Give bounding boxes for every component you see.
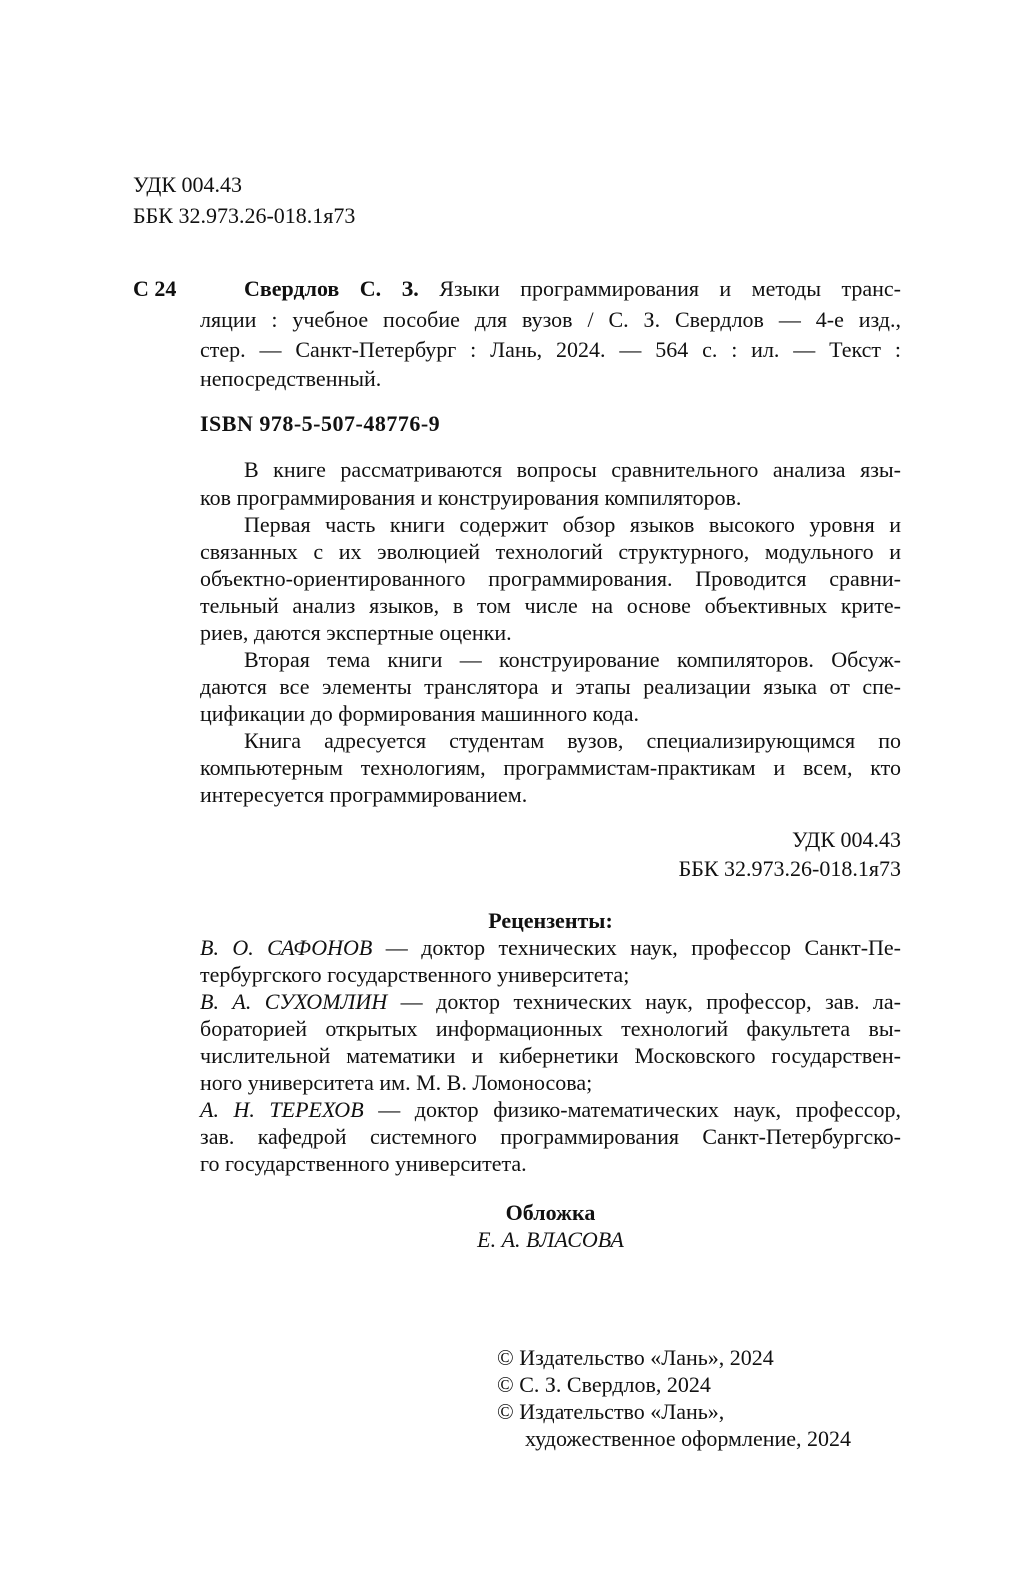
bbk-header: ББК 32.973.26-018.1я73 — [133, 203, 356, 228]
reviewer-name: В. О. САФОНОВ — [200, 935, 373, 960]
abstract-line: риев, даются экспертные оценки. — [200, 620, 512, 645]
catalog-line-3: стер. — Санкт-Петербург : Лань, 2024. — 564 с. : ил. — Текст : — [200, 337, 901, 362]
abstract-line: ков программирования и конструирования компиляторов. — [200, 485, 742, 510]
reviewer-3-line-1: А. Н. ТЕРЕХОВ — доктор физико-математических наук, профессор, — [200, 1097, 901, 1122]
abstract-line: интересуется программированием. — [200, 782, 528, 807]
isbn: ISBN 978-5-507-48776-9 — [200, 411, 441, 436]
reviewer-name: А. Н. ТЕРЕХОВ — [200, 1097, 364, 1122]
abstract-line: Вторая тема книги — конструирование компиляторов. Обсуж- — [244, 647, 901, 672]
copyright-publisher: © Издательство «Лань», 2024 — [497, 1345, 774, 1370]
copyright-design-cont: художественное оформление, 2024 — [525, 1426, 852, 1451]
abstract-line: В книге рассматриваются вопросы сравнительного анализа язы- — [244, 457, 901, 482]
catalog-line-4: непосредственный. — [200, 366, 382, 391]
abstract-line: даются все элементы транслятора и этапы реализации языка от спе- — [200, 674, 901, 699]
catalog-line-1 — [244, 276, 901, 302]
book-title: Языки программирования и методы транс- — [439, 276, 901, 301]
udk-header: УДК 004.43 — [133, 172, 243, 197]
reviewers-heading: Рецензенты: — [488, 908, 613, 933]
reviewer-1-line-2: тербургского государственного университета; — [200, 962, 630, 987]
reviewer-2-line-3: числительной математики и кибернетики Московского государствен- — [200, 1043, 901, 1068]
abstract-line: компьютерным технологиям, программистам-практикам и всем, кто — [200, 755, 901, 780]
abstract-line: тельный анализ языков, в том числе на основе объективных крите- — [200, 593, 901, 618]
copyright-design: © Издательство «Лань», — [497, 1399, 725, 1424]
copyright-author: © С. З. Свердлов, 2024 — [497, 1372, 711, 1397]
catalog-code: С 24 — [133, 276, 177, 301]
reviewer-2-line-1: В. А. СУХОМЛИН — доктор технических наук, профессор, зав. ла- — [200, 989, 901, 1014]
abstract-line: связанных с их эволюцией технологий структурного, модульного и — [200, 539, 901, 564]
cover-artist: Е. А. ВЛАСОВА — [477, 1227, 624, 1252]
reviewer-3-line-2: зав. кафедрой системного программирования Санкт-Петербургско- — [200, 1124, 901, 1149]
abstract-line: Первая часть книги содержит обзор языков высокого уровня и — [244, 512, 901, 537]
reviewer-2-line-4: ного университета им. М. В. Ломоносова; — [200, 1070, 593, 1095]
udk-right: УДК 004.43 — [791, 827, 901, 852]
catalog-line-2: ляции : учебное пособие для вузов / С. З. Свердлов — 4-е изд., — [200, 307, 901, 332]
abstract-line: Книга адресуется студентам вузов, специализирующимся по — [244, 728, 901, 753]
cover-heading: Обложка — [505, 1200, 596, 1225]
reviewer-1-line-1: В. О. САФОНОВ — доктор технических наук, профессор Санкт-Пе- — [200, 935, 901, 960]
reviewer-2-line-2: бораторией открытых информационных технологий факультета вы- — [200, 1016, 901, 1041]
reviewer-3-line-3: го государственного университета. — [200, 1151, 527, 1176]
reviewer-name: В. А. СУХОМЛИН — [200, 989, 388, 1014]
abstract-line: цификации до формирования машинного кода. — [200, 701, 640, 726]
bbk-right: ББК 32.973.26-018.1я73 — [678, 856, 901, 881]
author-name: Свердлов С. З. — [244, 276, 419, 301]
abstract-line: объектно-ориентированного программирования. Проводится сравни- — [200, 566, 901, 591]
